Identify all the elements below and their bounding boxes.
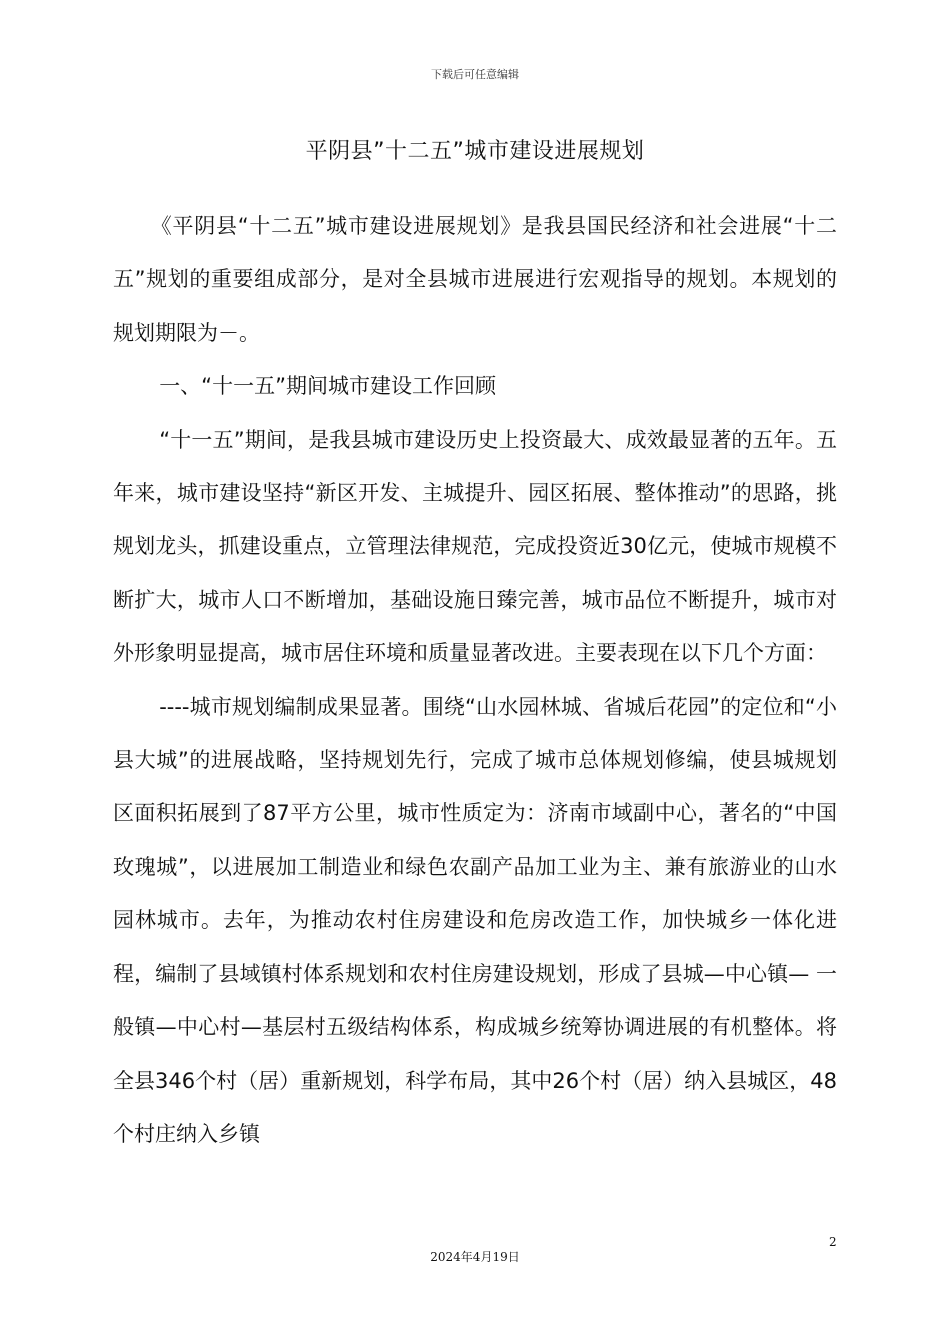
page-number: 2 <box>829 1235 837 1249</box>
paragraph-planning: ----城市规划编制成果显著。围绕“山水园林城、省城后花园”的定位和“小县大城”的进展战略，坚持规划先行，完成了城市总体规划修编，使县城规划区面积拓展到了87平方公里，城市性质定为：济南市域副中心，著名的“中国玫瑰城”，以进展加工制造业和绿色农副产品加工业为主、兼有旅游业的山水园林城市。去年，为推动农村住房建设和危房改造工作，加快城乡一体化进程，编制了县域镇村体系规划和农村住房建设规划，形成了县城—中心镇— 一般镇—中心村—基层村五级结构体系，构成城乡统筹协调进展的有机整体。将全县346个村（居）重新规划，科学布局，其中26个村（居）纳入县城区，48个村庄纳入乡镇 <box>113 694 837 1146</box>
document-title: 平阴县”十二五”城市建设进展规划 <box>305 139 645 164</box>
section-heading: 一、“十一五”期间城市建设工作回顾 <box>159 374 496 399</box>
paragraph-review: “十一五”期间，是我县城市建设历史上投资最大、成效最显著的五年。五年来，城市建设坚持“新区开发、主城提升、园区拓展、整体推动”的思路，挑规划龙头，抓建设重点，立管理法律规范，完成投资近30亿元，使城市规模不断扩大，城市人口不断增加，基础设施日臻完善，城市品位不断提升，城市对外形象明显提高，城市居住环境和质量显著改进。主要表现在以下几个方面： <box>113 427 837 666</box>
paragraph-intro: 《平阴县“十二五”城市建设进展规划》是我县国民经济和社会进展“十二五”规划的重要组成部分，是对全县城市进展进行宏观指导的规划。本规划的规划期限为－。 <box>113 214 837 345</box>
document-body <box>113 200 837 1161</box>
footer-date: 2024年4月19日 <box>430 1250 520 1264</box>
header-note: 下载后可任意编辑 <box>431 68 519 81</box>
